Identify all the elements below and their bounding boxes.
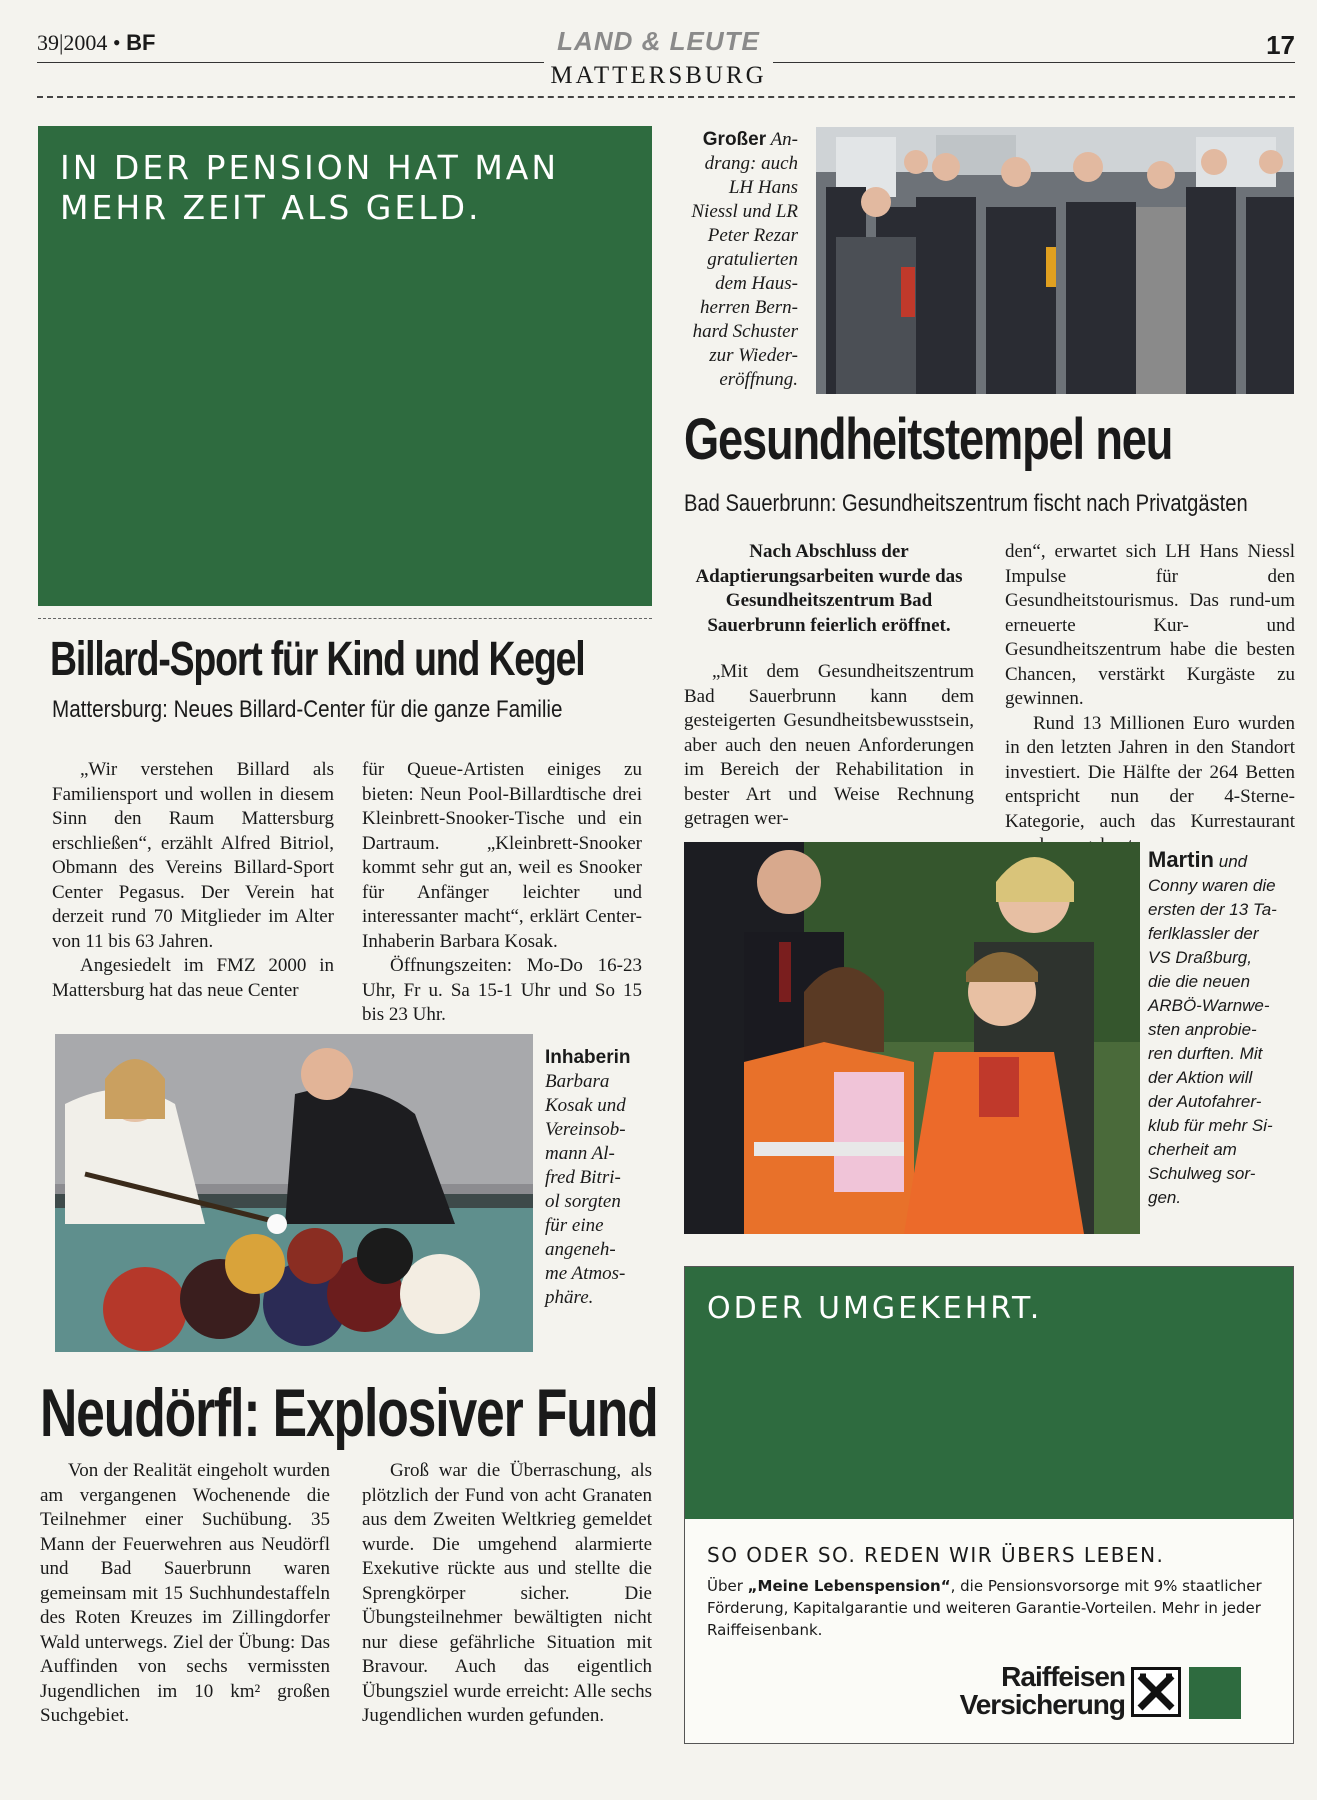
- subhead-gesundheit: Bad Sauerbrunn: Gesundheitszentrum fischt nach Privatgästen: [684, 490, 1248, 517]
- photo-kids-vests: [684, 842, 1140, 1234]
- headline-neudoerfl: Neudörfl: Explosiver Fund: [40, 1375, 658, 1451]
- ad-bottom-green-panel: [685, 1267, 1293, 1519]
- ad-bottom-headline: ODER UMGEKEHRT.: [707, 1291, 1043, 1326]
- gesundheit-lead: Nach Abschluss der Adaptierungsarbeiten wurde das Gesundheitszentrum Bad Sauerbrunn feierlich eröffnet.: [695, 541, 963, 636]
- region-title: MATTERSBURG: [0, 62, 1317, 90]
- section-title: LAND & LEUTE: [557, 26, 760, 56]
- billard-dashed-rule: [38, 618, 652, 619]
- photo1-caption: Großer An- drang: auch LH Hans Niessl und LR Peter Rezar gratulierten dem Haus- herren Bern- hard Schuster zur Wieder- eröffnung.: [691, 129, 798, 390]
- subhead-billard: Mattersburg: Neues Billard-Center für die ganze Familie: [52, 696, 563, 723]
- billard-caption-lead: Inhaberin: [545, 1047, 631, 1068]
- billard-col2-p1: für Queue-Artisten einiges zu bieten: Neun Pool-Billardtische drei Kleinbrett-Snooker-Tische und ein Dartraum. „Kleinbrett-Snooker kommt sehr gut an, weil es Snooker für Anfänger leichter und interessanter macht“, erklärt Center-Inhaberin Barbara Kosak.: [362, 759, 642, 952]
- issue-label: 39|2004 • BF: [37, 30, 156, 55]
- neudoerfl-col2: [362, 1459, 652, 1729]
- brand-label: BF: [126, 30, 156, 55]
- ad-bottom: [684, 1266, 1294, 1744]
- billard-photo-caption: Inhaberin Barbara Kosak und Vereinsob- mann Al- fred Bitri- ol sorgten für eine angeneh- me Atmos- phäre.: [545, 1047, 631, 1308]
- raiffeisen-logo-text: Raiffeisen Versicherung: [959, 1661, 1125, 1720]
- ad-product-name: „Meine Lebenspension“: [747, 1577, 951, 1595]
- gesundheit-col1: [684, 540, 974, 832]
- billard-col1-p2: Angesiedelt im FMZ 2000 in Mattersburg hat das neue Center: [52, 955, 334, 1001]
- neudoerfl-col1-text: Von der Realität eingeholt wurden am vergangenen Wochenende die Teilnehmer einer Suchübung. 35 Mann der Feuerwehren aus Neudörfl und Bad Sauerbrunn waren gemeinsam mit 15 Suchhundestaffeln des Roten Kreuzes im Zillingdorfer Wald unterwegs. Ziel der Übung: Das Auffinden von sechs vermissten Jugendlichen im 10 km² großen Suchgebiet.: [40, 1460, 330, 1726]
- gesundheit-col2-p2: Rund 13 Millionen Euro wurden in den letzten Jahren in den Standort investiert. Die Hälfte der 264 Betten entspricht nun der 4-Sterne-Kategorie, auch das Kurrestaurant: [1005, 712, 1295, 832]
- header-dashed-rule: [37, 96, 1295, 98]
- ad-bottom-body: Über „Meine Lebenspension“, die Pensionsvorsorge mit 9% staatlicher Förderung, Kapitalgarantie und weiteren Garantie-Vorteilen. Mehr in jeder Raiffeisenbank.: [707, 1577, 1262, 1639]
- gesundheit-col2: [1005, 540, 1295, 859]
- raiffeisen-gable-cross-icon: [1131, 1667, 1181, 1717]
- billard-col1-p1: „Wir verstehen Billard als Familiensport und wollen in diesem Sinn den Raum Mattersburg erschließen“, erzählt Alfred Bitriol, Obmann des Vereins Billard-Sport Center Pegasus. Der Verein hat derzeit rund 70 Mitglieder im Alter von 11 bis 63 Jahren.: [52, 759, 334, 952]
- neudoerfl-col2-text: Groß war die Überraschung, als plötzlich der Fund von acht Granaten aus dem Zweiten Weltkrieg gemeldet wurde. Die umgehend alarmierte Exekutive rückte aus und stellte die Sprengkörper sicher. Die Übungsteilnehmer bewältigten nicht nur diese gefährliche Situation mit Bravour. Auch das eigentlich Übungsziel wurde erreicht: Alle sechs Jugendlichen wurden gefunden.: [362, 1460, 652, 1726]
- neudoerfl-col1: [40, 1459, 330, 1729]
- raiffeisen-green-square: [1189, 1667, 1241, 1719]
- ad-top-banner: [38, 126, 652, 606]
- ad-bottom-tagline: SO ODER SO. REDEN WIR ÜBERS LEBEN.: [707, 1543, 1165, 1567]
- photo1-caption-lead: Großer: [702, 129, 767, 150]
- gesundheit-col2-p1: den“, erwartet sich LH Hans Niessl Impulse für den Gesundheitstourismus. Das rund-um erneuerte Kur- und Gesundheitszentrum habe die besten Chancen, verstärkt Kurgäste zu gewinnen.: [1005, 541, 1295, 709]
- headline-billard: Billard-Sport für Kind und Kegel: [50, 633, 585, 686]
- billard-col1: [52, 758, 334, 1003]
- photo-reopening-group: [816, 127, 1294, 394]
- gesundheit-col1-text: „Mit dem Gesundheitszentrum Bad Sauerbrunn kann dem gesteigerten Gesundheitsbewusstsein, aber auch den neuen Anforderungen im Bereich der Rehabilitation in bester Art und Weise Rechnung getragen wer-: [684, 661, 974, 829]
- ad-top-line2: MEHR ZEIT ALS GELD.: [60, 188, 482, 227]
- kids-caption-lead: Martin: [1148, 847, 1214, 872]
- kids-photo-caption: Martin und Conny waren die ersten der 13 Ta- ferlklassler der VS Draßburg, die die neuen ARBÖ-Warnwe- sten anprobie- ren durften. Mit der Aktion will der Autofahrer- klub für mehr Si- cherheit am Schulweg sor- gen.: [1148, 847, 1277, 1207]
- photo-billiards: [55, 1034, 533, 1352]
- headline-gesundheit: Gesundheitstempel neu: [684, 407, 1173, 472]
- billard-col2-p2: Öffnungszeiten: Mo-Do 16-23 Uhr, Fr u. Sa 15-1 Uhr und So 15 bis 23 Uhr.: [362, 955, 642, 1025]
- billard-col2: [362, 758, 642, 1028]
- page-number: 17: [1266, 30, 1295, 60]
- ad-top-line1: IN DER PENSION HAT MAN: [60, 148, 560, 187]
